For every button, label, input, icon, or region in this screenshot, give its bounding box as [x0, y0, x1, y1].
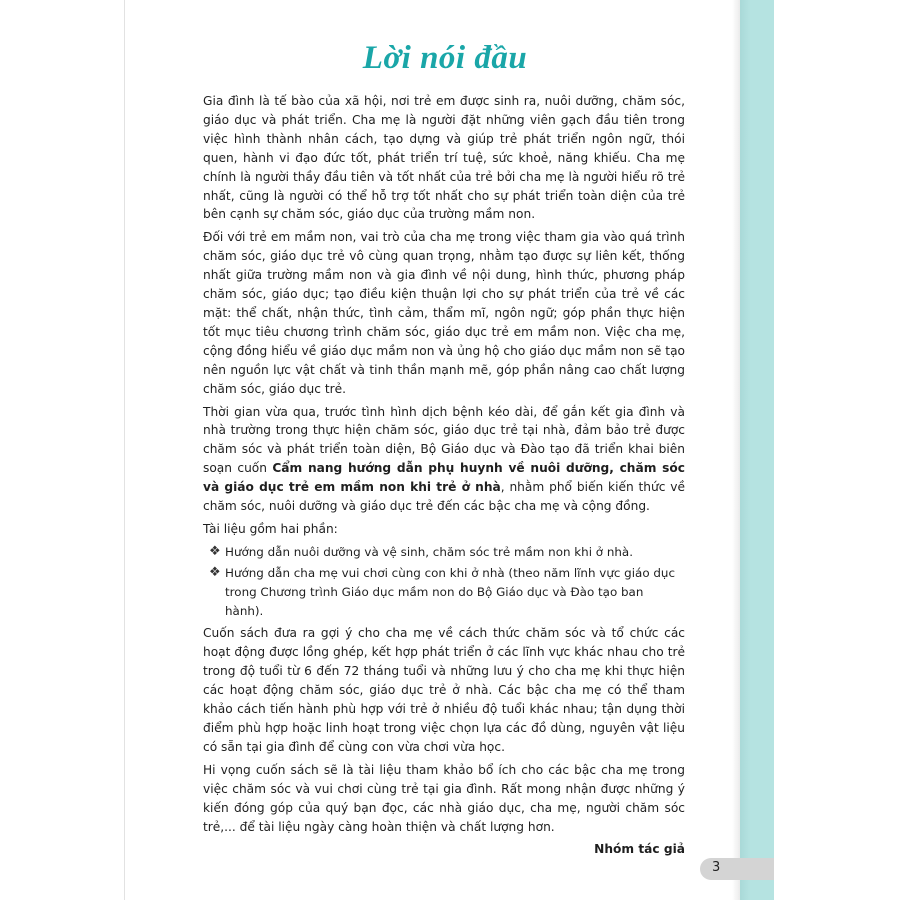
parts-intro: Tài liệu gồm hai phần: — [203, 521, 338, 536]
page-number: 3 — [712, 860, 721, 875]
paragraph-3-text-end: , nhằm phổ biến kiến thức về chăm sóc, nuôi dưỡng và giáo dục trẻ đến các bậc cha mẹ và cộng đồng. — [203, 480, 685, 514]
list-item — [203, 543, 685, 562]
paragraph-3 — [203, 403, 685, 516]
paragraph-2: Đối với trẻ em mầm non, vai trò của cha mẹ trong việc tham gia vào quá trình chăm sóc, giáo dục trẻ vô cùng quan trọng, nhằm tạo được sự liên kết, thống nhất giữa trường mầm non và gia đình về nội dung, hình thức, phương pháp chăm sóc, giáo dục; tạo điều kiện thuận lợi cho sự phát triển của trẻ về các mặt: thể chất, nhận thức, tình cảm, thẩm mĩ, ngôn ngữ; góp phần thực hiện tốt mục tiêu chương trình chăm sóc, giáo dục trẻ em mầm non. Việc cha mẹ, cộng đồng hiểu về giáo dục mầm non và ủng hộ cho giáo dục mầm non sẽ tạo nên nguồn lực vật chất và tinh thần mạnh mẽ, góp phần nâng cao chất lượng chăm sóc, giáo dục trẻ. — [203, 230, 685, 396]
author-signature: Nhóm tác giả — [594, 842, 685, 857]
preface-body — [203, 92, 685, 863]
diamond-bullet-icon: ❖ — [209, 564, 221, 580]
diamond-bullet-icon: ❖ — [209, 543, 221, 559]
page-title: Lời nói đầu — [362, 40, 528, 76]
book-title-bold: Cẩm nang hướng dẫn phụ huynh về nuôi dưỡng, chăm sóc và giáo dục trẻ em mầm non khi trẻ ở nhà — [203, 461, 686, 495]
paragraph-1: Gia đình là tế bào của xã hội, nơi trẻ em được sinh ra, nuôi dưỡng, chăm sóc, giáo dục và phát triển. Cha mẹ là người đặt những viên gạch đầu tiên trong việc hình thành nhân cách, tạo dựng và giúp trẻ phát triển ngôn ngữ, thói quen, hành vi đạo đức tốt, phát triển trí tuệ, sức khoẻ, năng khiếu. Cha mẹ chính là người thầy đầu tiên và tốt nhất của trẻ bởi cha mẹ là người hiểu rõ trẻ nhất, cũng là người có thể hỗ trợ tốt nhất cho sự phát triển toàn diện của trẻ bên cạnh sự chăm sóc, giáo dục của trường mầm non. — [203, 94, 685, 222]
paragraph-5: Hi vọng cuốn sách sẽ là tài liệu tham khảo bổ ích cho các bậc cha mẹ trong việc chăm sóc và vui chơi cùng trẻ tại gia đình. Rất mong nhận được những ý kiến đóng góp của quý bạn đọc, các nhà giáo dục, cha mẹ, người chăm sóc trẻ,... để tài liệu ngày càng hoàn thiện và chất lượng hơn. — [203, 762, 685, 834]
paragraph-4: Cuốn sách đưa ra gợi ý cho cha mẹ về cách thức chăm sóc và tổ chức các hoạt động được lồng ghép, kết hợp phát triển ở các lĩnh vực khác nhau cho trẻ trong độ tuổi từ 6 đến 72 tháng tuổi và những lưu ý cho cha mẹ khi thực hiện các hoạt động chăm sóc, giáo dục trẻ ở nhà. Các bậc cha mẹ có thể tham khảo cách tiến hành phù hợp với trẻ ở nhiều độ tuổi khác nhau; tận dụng thời điểm phù hợp hoặc linh hoạt trong việc chọn lựa các đồ dùng, nguyên vật liệu có sẵn tại gia đình để cùng con vừa chơi vừa học. — [203, 626, 685, 754]
list-item — [203, 564, 685, 621]
list-item-text: Hướng dẫn cha mẹ vui chơi cùng con khi ở nhà (theo năm lĩnh vực giáo dục trong Chương trình Giáo dục mầm non do Bộ Giáo dục và Đào tạo ban hành). — [225, 565, 675, 618]
paragraph-3-text: Thời gian vừa qua, trước tình hình dịch bệnh kéo dài, để gắn kết gia đình và nhà trường trong thực hiện chăm sóc, giáo dục trẻ tại nhà, đảm bảo trẻ được chăm sóc và phát triển toàn diện, Bộ Giáo dục và Đào tạo đã triển khai biên soạn cuốn — [203, 404, 685, 476]
parts-list — [203, 543, 685, 621]
decorative-side-strip — [740, 0, 774, 900]
page-gutter-shadow — [732, 0, 740, 900]
list-item-text: Hướng dẫn nuôi dưỡng và vệ sinh, chăm sóc trẻ mầm non khi ở nhà. — [225, 544, 633, 559]
